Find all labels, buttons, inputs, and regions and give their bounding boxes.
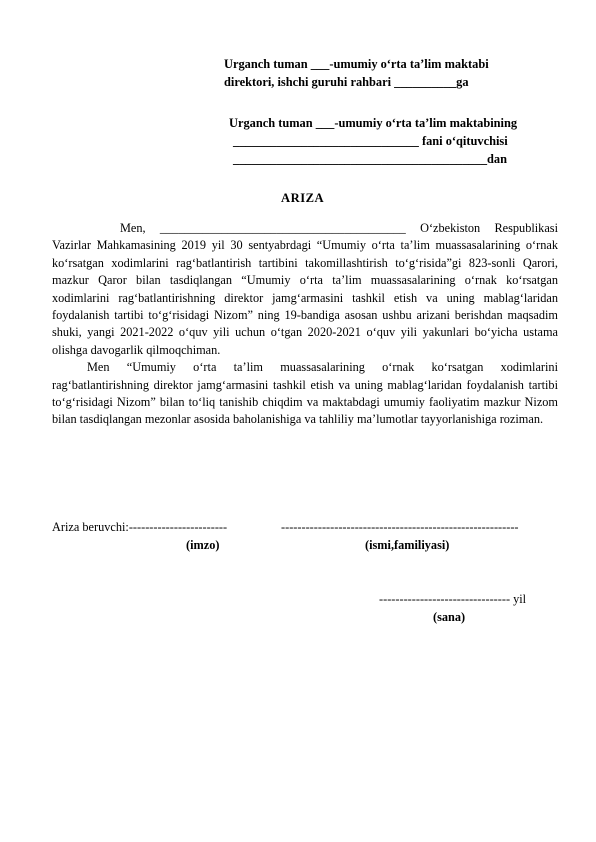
document-body: [52, 220, 558, 429]
signature-label: Ariza beruvchi:------------------------: [52, 520, 228, 534]
paragraph-consent: Men “Umumiy o‘rta ta’lim muassasalarining o‘rnak ko‘rsatgan xodimlarini rag‘batlantirishning direktor jamg‘armasini tashkil etish va uning mablag‘laridan foydalanish tartibi to‘g‘risidagi Nizom” bilan to‘liq tanishib chiqdim va maktabdagi umumiy faoliyatim mazkur Nizom bilan tasdiqlangan mezonlar asosida baholanishiga va tahliliy ma’lumotlar tayyorlanishiga roziman.: [52, 360, 558, 427]
signature-caption-imzo: (imzo): [186, 538, 220, 552]
header-sender-line-3: _________________________________________dan: [233, 152, 507, 166]
header-recipient-line-2: direktori, ishchi guruhi rahbari __________ga: [224, 75, 469, 89]
date-line: -------------------------------- yil: [379, 592, 527, 606]
document-title: ARIZA: [281, 191, 325, 205]
date-caption: (sana): [433, 610, 466, 624]
paragraph-request: Men, ________________________________________ O‘zbekiston Respublikasi Vazirlar Mahkamasining 2019 yil 30 sentyabrdagi “Umumiy o‘rta ta’lim muassasalarining o‘rnak ko‘rsatgan xodimlarini rag‘batlantirish tartibini takomillashtirish to‘g‘risida”gi 823-sonli Qarori, mazkur Qaror bilan tasdiqlangan “Umumiy o‘rta ta’lim muassasalarining o‘rnak ko‘rsatgan xodimlarini rag‘batlantirishning direktor jamg‘armasini tashkil etish va uning mablag‘laridan foydalanish tartibi to‘g‘risidagi Nizom” ning 19-bandiga asosan ushbu arizani berishdan maqsadim shuki, yangi 2021-2022 o‘quv yili uchun o‘tgan 2020-2021 o‘quv yili yakunlari bo‘yicha ustama olishga davogarlik qilmoqchiman.: [52, 221, 558, 357]
header-sender-line-1: Urganch tuman ___-umumiy o‘rta ta’lim maktabining: [229, 116, 518, 130]
header-sender-line-2: ______________________________ fani o‘qituvchisi: [233, 134, 508, 148]
header-recipient-line-1: Urganch tuman ___-umumiy o‘rta ta’lim maktabi: [224, 57, 489, 71]
signature-name-line: ----------------------------------------------------------: [281, 520, 519, 534]
signature-caption-name: (ismi,familiyasi): [365, 538, 450, 552]
